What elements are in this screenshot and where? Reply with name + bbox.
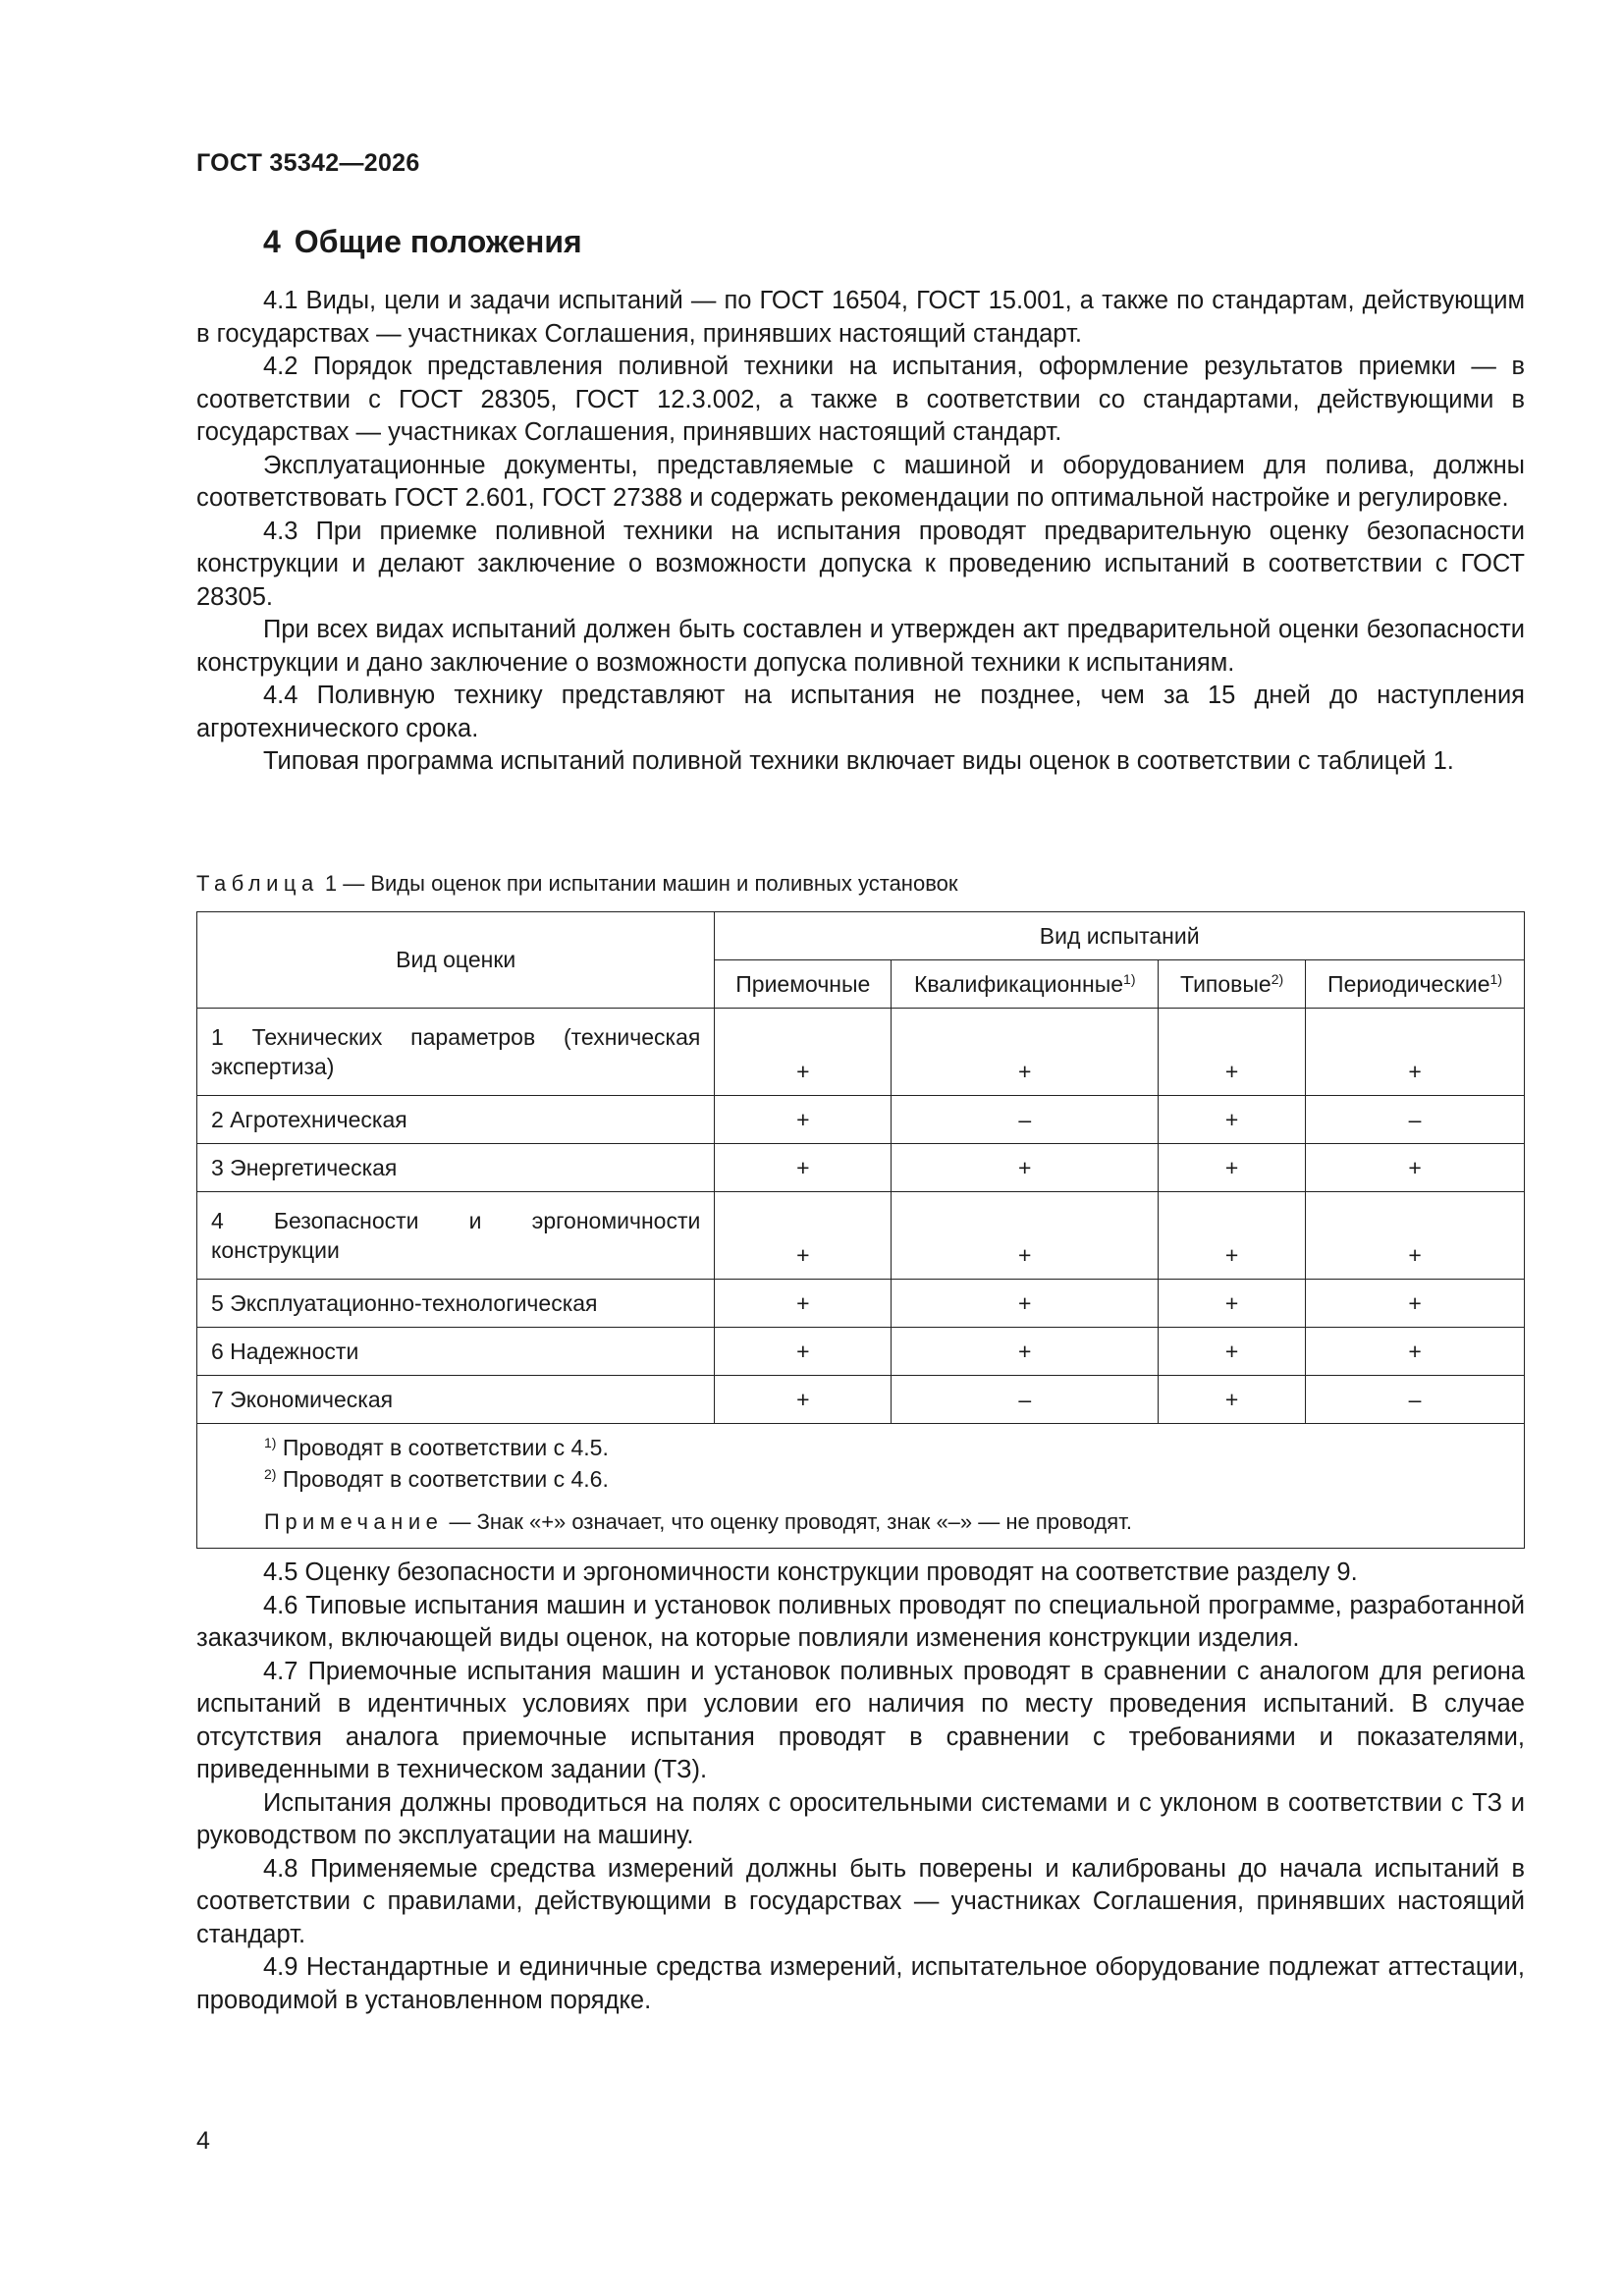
paragraph-4-5: 4.5 Оценку безопасности и эргономичности конструкции проводят на соответствие разделу 9. (263, 1558, 1358, 1586)
table-row (197, 1144, 1525, 1192)
table-cell: + (892, 1009, 1159, 1096)
paragraph-4-4-program: Типовая программа испытаний поливной техники включает виды оценок в соответствии с таблицей 1. (263, 747, 1454, 775)
table-cell: + (1306, 1192, 1525, 1280)
table-footnotes (197, 1424, 1525, 1549)
table-cell: + (892, 1280, 1159, 1328)
table-cell: + (1306, 1280, 1525, 1328)
header-test-type: Вид испытаний (715, 912, 1525, 960)
table-cell: + (892, 1192, 1159, 1280)
table-cell: + (715, 1096, 892, 1144)
table-cell: + (892, 1328, 1159, 1376)
paragraph-4-2: 4.2 Порядок представления поливной техники на испытания, оформление результатов приемки — в соответствии с ГОСТ 28305, ГОСТ 12.3.002, а также в соответствии со стандартами, действующими в государствах — участниках Соглашения, принявших настоящий стандарт. (196, 353, 1525, 446)
table-row (197, 1192, 1525, 1280)
row-label: 1 Технических параметров (техническая экспертиза) (197, 1009, 715, 1096)
paragraph-4-7: 4.7 Приемочные испытания машин и установок поливных проводят в сравнении с аналогом для региона испытаний в идентичных условиях при условии его наличия по месту проведения испытаний. В случае отсутствия аналога приемочные испытания проводят в сравнении с требованиями и показателями, приведенными в техническом задании (ТЗ). (196, 1657, 1525, 1783)
row-label: 6 Надежности (197, 1328, 715, 1376)
note-text: — Знак «+» означает, что оценку проводят, знак «–» — не проводят. (443, 1509, 1132, 1534)
table-cell: + (1306, 1328, 1525, 1376)
header-qualification: Квалификационные$^{1)}$ (892, 960, 1159, 1009)
table-cell: + (1159, 1144, 1306, 1192)
paragraph-4-2-docs: Эксплуатационные документы, представляемые с машиной и оборудованием для полива, должны соответствовать ГОСТ 2.601, ГОСТ 27388 и содержать рекомендации по оптимальной настройке и регулировке. (196, 451, 1525, 512)
table-caption-label: Таблица (196, 871, 319, 896)
table-cell: – (1306, 1376, 1525, 1424)
paragraph-4-4: 4.4 Поливную технику представляют на испытания не позднее, чем за 15 дней до наступления агротехнического срока. (196, 682, 1525, 742)
section-number: 4 (263, 224, 281, 259)
header-acceptance: Приемочные (715, 960, 892, 1009)
table-footnotes-row (197, 1424, 1525, 1549)
paragraph-4-7-fields: Испытания должны проводиться на полях с оросительными системами и с уклоном в соответствии с ТЗ и руководством по эксплуатации на машину. (196, 1788, 1525, 1849)
row-label: 7 Экономическая (197, 1376, 715, 1424)
page-number: 4 (196, 2127, 210, 2155)
document-code: ГОСТ 35342—2026 (196, 149, 420, 177)
table-row (197, 1009, 1525, 1096)
row-label: 3 Энергетическая (197, 1144, 715, 1192)
row-label: 2 Агротехническая (197, 1096, 715, 1144)
table-cell: + (1159, 1192, 1306, 1280)
table-cell: + (1159, 1376, 1306, 1424)
table-cell: + (1306, 1144, 1525, 1192)
header-periodic: Периодические$^{1)}$ (1306, 960, 1525, 1009)
table-cell: + (892, 1144, 1159, 1192)
table-cell: + (1159, 1009, 1306, 1096)
table-row (197, 1096, 1525, 1144)
table-row (197, 1376, 1525, 1424)
table-cell: + (715, 1144, 892, 1192)
paragraph-4-9: 4.9 Нестандартные и единичные средства измерений, испытательное оборудование подлежат аттестации, проводимой в установленном порядке. (196, 1953, 1525, 2014)
paragraph-4-3-act: При всех видах испытаний должен быть составлен и утвержден акт предварительной оценки безопасности конструкции и дано заключение о возможности допуска поливной техники к испытаниям. (196, 616, 1525, 677)
table-row (197, 1328, 1525, 1376)
table-note (197, 1506, 1524, 1538)
table-cell: + (1306, 1009, 1525, 1096)
footnote-1: $^{1)}$ Проводят в соответствии с 4.5. (264, 1435, 609, 1460)
row-label: 4 Безопасности и эргономичности конструкции (197, 1192, 715, 1280)
row-label: 5 Эксплуатационно-технологическая (197, 1280, 715, 1328)
paragraph-4-6: 4.6 Типовые испытания машин и установок поливных проводят по специальной программе, разработанной заказчиком, включающей виды оценок, на которые повлияли изменения конструкции изделия. (196, 1591, 1525, 1652)
table-header-row (197, 912, 1525, 960)
table-cell: – (892, 1376, 1159, 1424)
table-cell: + (1159, 1096, 1306, 1144)
header-type: Типовые$^{2)}$ (1159, 960, 1306, 1009)
table-row (197, 1280, 1525, 1328)
footnote-2: $^{2)}$ Проводят в соответствии с 4.6. (264, 1466, 609, 1492)
table-cell: + (1159, 1328, 1306, 1376)
table-cell: – (1306, 1096, 1525, 1144)
table-cell: + (715, 1328, 892, 1376)
table-caption-text: 1 — Виды оценок при испытании машин и поливных установок (318, 871, 958, 896)
paragraph-4-8: 4.8 Применяемые средства измерений должны быть поверены и калиброваны до начала испытаний в соответствии с правилами, действующими в государствах — участниках Соглашения, принявших настоящий стандарт. (196, 1854, 1525, 1948)
table-cell: + (1159, 1280, 1306, 1328)
note-label: Примечание (264, 1509, 444, 1534)
paragraph-4-3: 4.3 При приемке поливной техники на испытания проводят предварительную оценку безопасности конструкции и делают заключение о возможности допуска к проведению испытаний в соответствии с ГОСТ 28305. (196, 517, 1525, 611)
general-provisions-text (196, 285, 1525, 779)
section-title-text: Общие положения (294, 224, 582, 259)
table-cell: + (715, 1376, 892, 1424)
table-cell: – (892, 1096, 1159, 1144)
paragraph-4-1: 4.1 Виды, цели и задачи испытаний — по ГОСТ 16504, ГОСТ 15.001, а также по стандартам, действующим в государствах — участниках Соглашения, принявших настоящий стандарт. (196, 287, 1525, 348)
table-caption (196, 871, 958, 897)
table-cell: + (715, 1192, 892, 1280)
evaluation-types-table (196, 911, 1525, 1549)
table-cell: + (715, 1009, 892, 1096)
section-title (263, 224, 582, 260)
table-cell: + (715, 1280, 892, 1328)
header-eval-type: Вид оценки (197, 912, 715, 1009)
test-procedure-text (196, 1557, 1525, 2017)
